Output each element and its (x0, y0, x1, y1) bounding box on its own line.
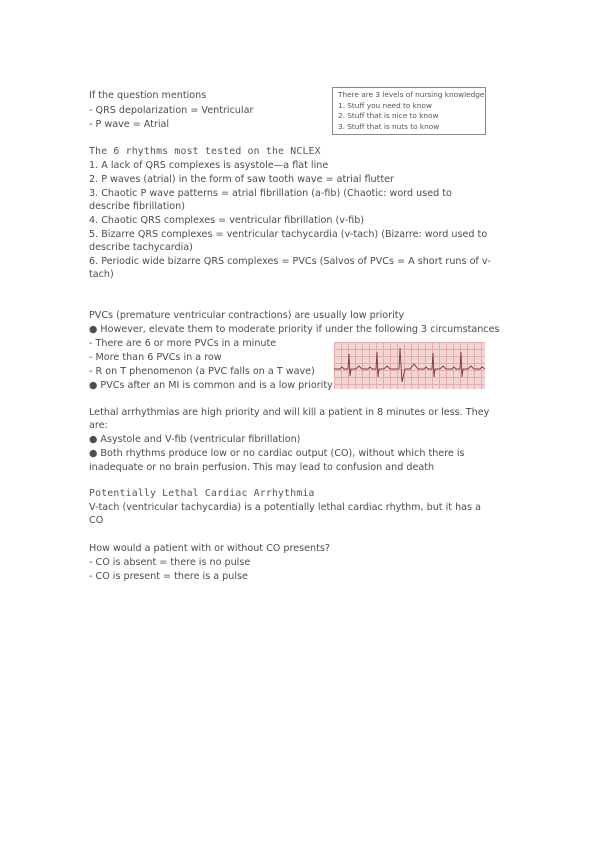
co-line: - CO is present = there is a pulse (89, 571, 248, 582)
knowledge-levels-title: There are 3 levels of nursing knowledge (338, 90, 485, 99)
knowledge-level-item: 3. Stuff that is nuts to know (338, 121, 440, 131)
lethal-line: are: (89, 420, 108, 431)
rhythm-line: 4. Chaotic QRS complexes = ventricular fibrillation (v-fib) (89, 215, 365, 226)
knowledge-levels-box (332, 87, 486, 135)
lethal-line: Lethal arrhythmias are high priority and will kill a patient in 8 minutes or less. They (89, 407, 490, 418)
co-line: - CO is absent = there is no pulse (89, 557, 251, 568)
rhythm-line: describe tachycardia) (89, 242, 193, 253)
rhythm-line: 3. Chaotic P wave patterns = atrial fibrillation (a-fib) (Chaotic: word used to (89, 188, 452, 199)
pvcs-line: ● However, elevate them to moderate priority if under the following 3 circumstances (89, 324, 500, 335)
lethal-line: inadequate or no brain perfusion. This may lead to confusion and death (89, 462, 435, 473)
rhythm-line: 5. Bizarre QRS complexes = ventricular tachycardia (v-tach) (Bizarre: word used to (89, 229, 488, 240)
potential-line: V-tach (ventricular tachycardia) is a potentially lethal cardiac rhythm, but it has a (89, 502, 481, 513)
rhythm-line: 6. Periodic wide bizarre QRS complexes = PVCs (Salvos of PVCs = A short runs of v- (89, 256, 491, 267)
pvcs-line: - R on T phenomenon (a PVC falls on a T wave) (89, 366, 315, 377)
knowledge-level-item: 2. Stuff that is nice to know (338, 111, 439, 120)
pvcs-line: ● PVCs after an MI is common and is a low priority (89, 380, 333, 391)
rhythms-heading: The 6 rhythms most tested on the NCLEX (89, 146, 321, 157)
rhythm-line: 2. P waves (atrial) in the form of saw tooth wave = atrial flutter (89, 174, 394, 185)
ecg-trace (334, 342, 485, 389)
rhythm-line: 1. A lack of QRS complexes is asystole—a flat line (89, 160, 329, 171)
pvcs-line: - There are 6 or more PVCs in a minute (89, 338, 277, 349)
knowledge-level-item: 1. Stuff you need to know (338, 100, 432, 110)
intro-item: - P wave = Atrial (89, 119, 170, 130)
lethal-line: ● Both rhythms produce low or no cardiac output (CO), without which there is (89, 448, 465, 459)
potential-heading: Potentially Lethal Cardiac Arrhythmia (89, 488, 315, 499)
ecg-strip-image (334, 342, 485, 389)
rhythm-line: describe fibrillation) (89, 201, 185, 212)
potential-line: CO (89, 515, 104, 526)
co-line: How would a patient with or without CO presents? (89, 543, 330, 554)
lethal-line: ● Asystole and V-fib (ventricular fibrillation) (89, 434, 301, 445)
intro-item: - QRS depolarization = Ventricular (89, 105, 254, 116)
pvcs-heading: PVCs (premature ventricular contractions) are usually low priority (89, 310, 405, 321)
pvcs-line: - More than 6 PVCs in a row (89, 352, 222, 363)
intro-heading: If the question mentions (89, 90, 207, 101)
rhythm-line: tach) (89, 269, 114, 280)
